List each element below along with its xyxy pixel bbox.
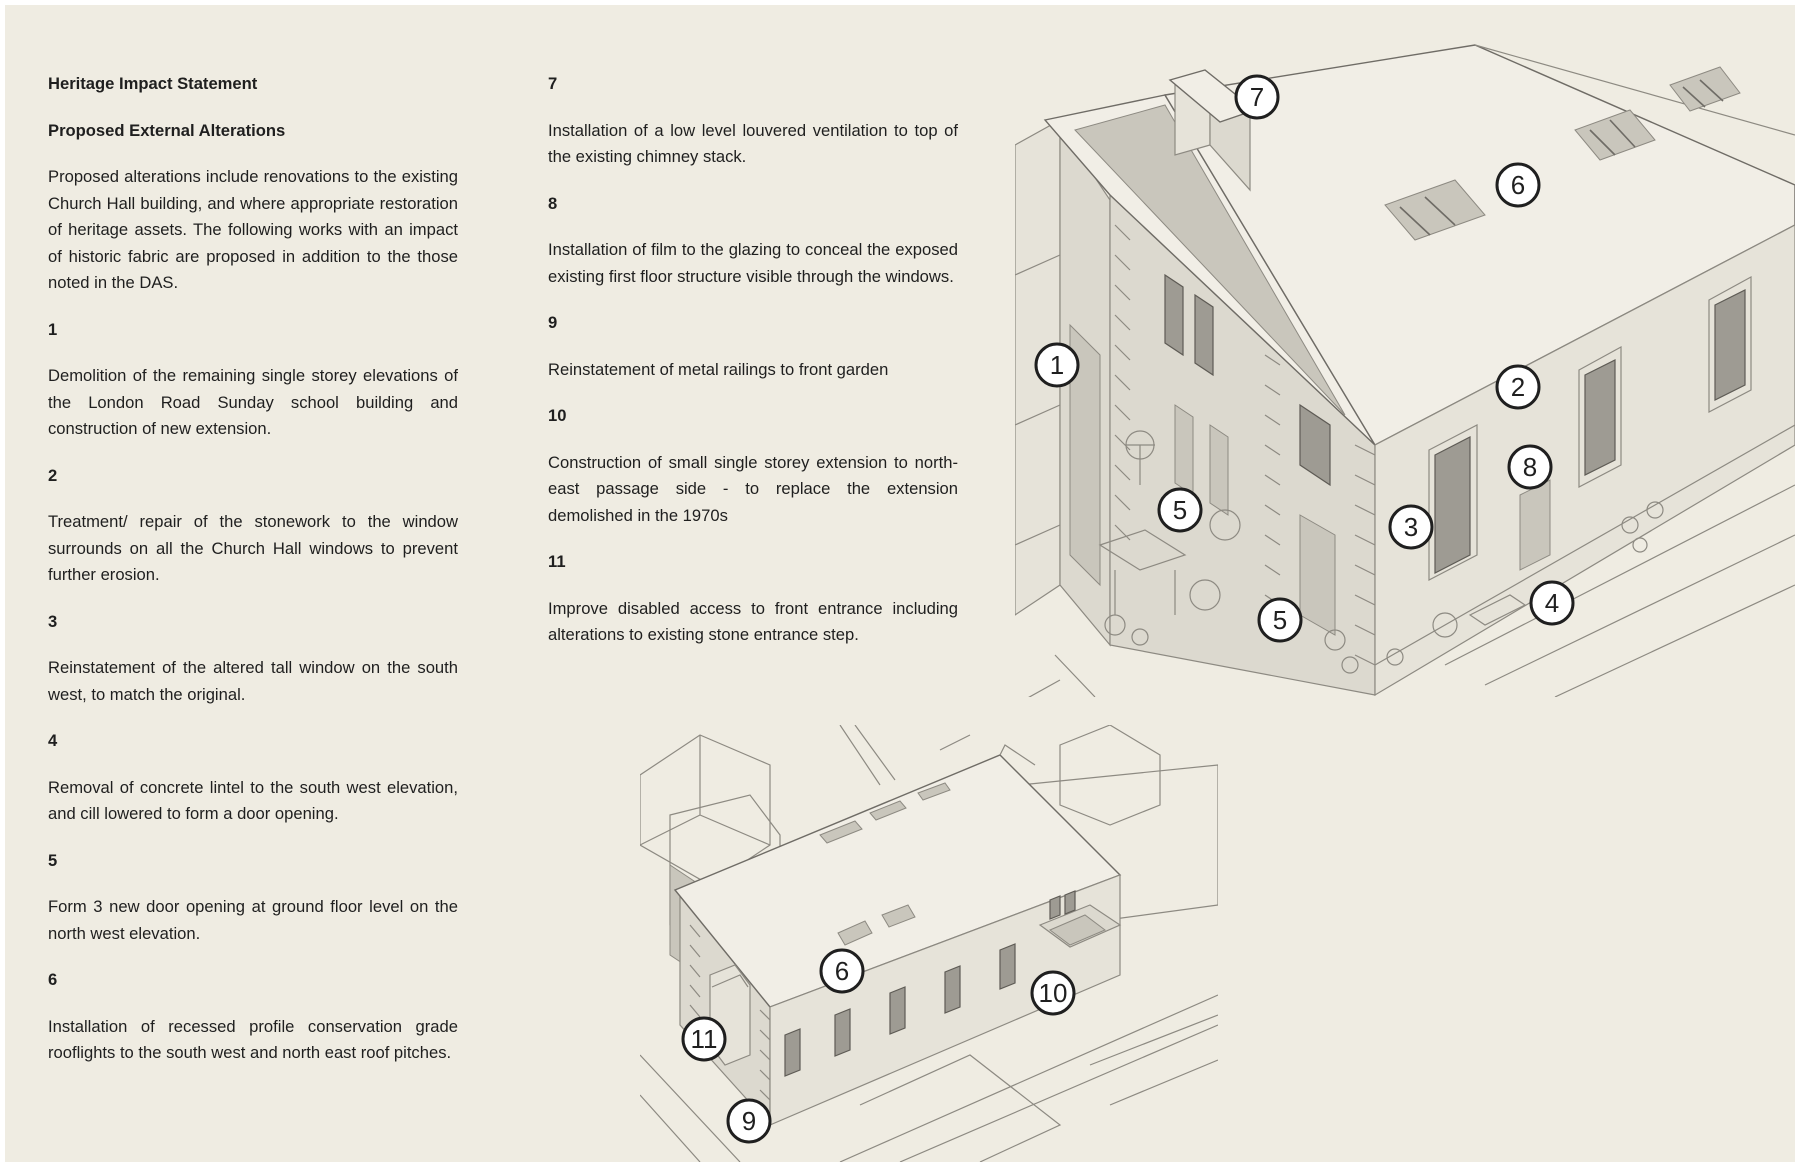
marker-1 [1036,344,1078,386]
intro-paragraph: Proposed alterations include renovations to the existing Church Hall building, and where appropriate restoration of heritage assets. The following works with an impact of historic fabric are proposed in addition to the those noted in the DAS. [48,167,458,292]
document-sheet [5,5,1795,1162]
svg-text:1: 1 [1049,350,1065,380]
item-text-11: Improve disabled access to front entrance including alterations to existing stone entrance step. [548,598,958,644]
item-number-3: 3 [48,611,58,631]
svg-text:4: 4 [1544,588,1560,618]
item-text-4: Removal of concrete lintel to the south west elevation, and cill lowered to form a door opening. [48,777,458,823]
svg-text:7: 7 [1249,82,1265,112]
item-number-11: 11 [548,552,566,571]
marker-9 [728,1100,770,1142]
text-column-left [48,71,458,1087]
marker-2 [1497,366,1539,408]
marker-7 [1236,76,1278,118]
svg-text:5: 5 [1172,495,1188,525]
svg-text:9: 9 [741,1106,757,1136]
svg-text:3: 3 [1403,512,1419,542]
item-text-9: Reinstatement of metal railings to front garden [548,359,889,379]
item-text-6: Installation of recessed profile conservation grade rooflights to the south west and north east roof pitches. [48,1016,458,1062]
marker-11 [683,1018,725,1060]
item-number-5: 5 [48,850,58,870]
svg-text:5: 5 [1272,605,1288,635]
item-number-4: 4 [48,731,58,750]
marker-8 [1509,446,1551,488]
svg-text:6: 6 [834,956,850,986]
item-number-10: 10 [548,406,567,425]
item-number-7: 7 [548,74,558,93]
svg-text:11: 11 [690,1024,718,1054]
item-text-5: Form 3 new door opening at ground floor level on the north west elevation. [48,897,458,943]
item-text-10: Construction of small single storey extension to north-east passage side - to replace the extension demolished in the 1970s [548,452,958,525]
item-number-9: 9 [548,313,558,332]
item-text-2: Treatment/ repair of the stonework to the window surrounds on all the Church Hall windows to prevent further erosion. [48,512,458,584]
svg-text:2: 2 [1510,372,1526,402]
church-hall-axonometric-closeup [1015,25,1795,697]
marker-6-overview [821,950,863,992]
item-number-2: 2 [48,465,58,485]
marker-6 [1497,164,1539,206]
item-text-3: Reinstatement of the altered tall window on the south west, to match the original. [48,658,458,704]
marker-4 [1531,582,1573,624]
svg-text:8: 8 [1522,452,1538,482]
item-text-1: Demolition of the remaining single storey elevations of the London Road Sunday school building and construction of new extension. [48,366,458,438]
document-subtitle: Proposed External Alterations [48,120,286,140]
item-number-1: 1 [48,319,58,339]
item-text-8: Installation of film to the glazing to conceal the exposed existing first floor structure visible through the windows. [548,240,958,286]
text-column-middle [548,71,958,669]
item-text-7: Installation of a low level louvered ventilation to top of the existing chimney stack. [548,120,958,166]
svg-text:6: 6 [1510,170,1526,200]
marker-3 [1390,506,1432,548]
svg-text:10: 10 [1038,978,1068,1008]
marker-5a [1159,489,1201,531]
item-number-8: 8 [548,193,558,213]
item-number-6: 6 [48,970,58,989]
marker-5b [1259,599,1301,641]
document-title: Heritage Impact Statement [48,74,258,93]
marker-10 [1032,972,1074,1014]
site-axonometric-overview [640,725,1218,1162]
